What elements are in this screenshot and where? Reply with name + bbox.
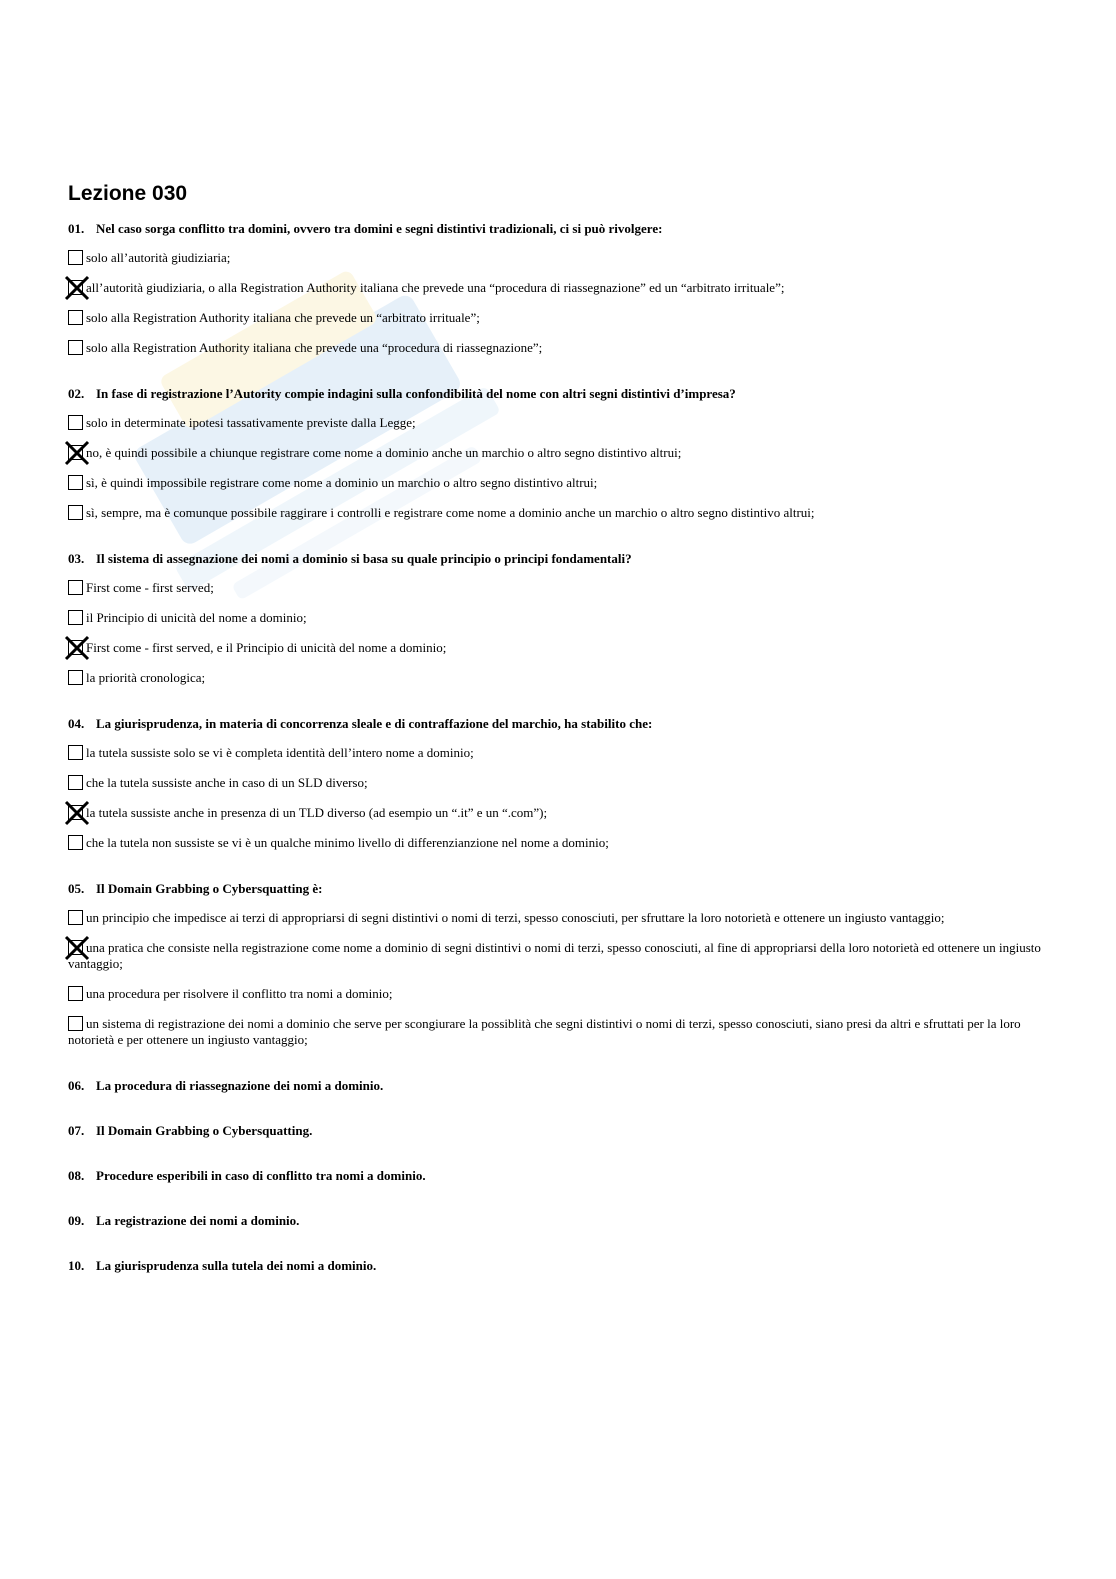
answer-text: First come - first served; xyxy=(86,580,214,595)
question-text: La procedura di riassegnazione dei nomi a dominio. xyxy=(96,1078,384,1093)
answer-text: sì, è quindi impossibile registrare come nome a dominio un marchio o altro segno distintivo altrui; xyxy=(86,475,598,490)
checked-cross-icon xyxy=(63,634,91,662)
answer-option[interactable] xyxy=(68,340,1048,356)
answer-checkbox[interactable] xyxy=(68,986,83,1001)
answer-checkbox[interactable] xyxy=(68,670,83,685)
question-block xyxy=(68,221,1048,356)
answer-option[interactable] xyxy=(68,310,1048,326)
answer-checkbox[interactable] xyxy=(68,745,83,760)
answer-text: all’autorità giudiziaria, o alla Registration Authority italiana che prevede una “procedura di riassegnazione” ed un “arbitrato irrituale”; xyxy=(86,280,785,295)
checked-cross-icon xyxy=(63,439,91,467)
question-number: 06. xyxy=(68,1078,85,1093)
answer-checkbox[interactable] xyxy=(68,415,83,430)
question-text: Il Domain Grabbing o Cybersquatting. xyxy=(96,1123,313,1138)
answer-checkbox[interactable] xyxy=(68,775,83,790)
question-text: Nel caso sorga conflitto tra domini, ovvero tra domini e segni distintivi tradizionali, ci si può rivolgere: xyxy=(96,221,663,236)
answer-text: la priorità cronologica; xyxy=(86,670,206,685)
answer-option[interactable] xyxy=(68,940,1048,972)
question-number: 09. xyxy=(68,1213,85,1228)
open-question xyxy=(68,1213,1048,1229)
answer-checkbox[interactable] xyxy=(68,505,83,520)
question-block xyxy=(68,716,1048,851)
question-text: Il sistema di assegnazione dei nomi a dominio si basa su quale principio o principi fondamentali? xyxy=(96,551,632,566)
answer-text: la tutela sussiste solo se vi è completa identità dell’intero nome a dominio; xyxy=(86,745,474,760)
question-heading xyxy=(68,716,1048,732)
question-text: La giurisprudenza, in materia di concorrenza sleale e di contraffazione del marchio, ha stabilito che: xyxy=(96,716,653,731)
answer-checkbox[interactable] xyxy=(68,640,83,655)
answer-text: no, è quindi possibile a chiunque registrare come nome a dominio anche un marchio o altro segno distintivo altrui; xyxy=(86,445,682,460)
answer-checkbox[interactable] xyxy=(68,475,83,490)
answer-text: un sistema di registrazione dei nomi a dominio che serve per scongiurare la possiblità che segni distintivi o nomi di terzi, spesso conosciuti, siano presi da altri e sfruttati per la loro notorietà e per ottenere un ingiusto vantaggio; xyxy=(68,1016,1021,1047)
answer-option[interactable] xyxy=(68,835,1048,851)
open-questions-list xyxy=(68,1078,1048,1274)
question-text: Procedure esperibili in caso di conflitto tra nomi a dominio. xyxy=(96,1168,426,1183)
question-number: 08. xyxy=(68,1168,85,1183)
answer-text: che la tutela sussiste anche in caso di un SLD diverso; xyxy=(86,775,368,790)
question-number: 03. xyxy=(68,551,85,566)
open-question xyxy=(68,1123,1048,1139)
answer-option[interactable] xyxy=(68,910,1048,926)
checked-cross-icon xyxy=(63,274,91,302)
checked-cross-icon xyxy=(63,934,91,962)
question-number: 01. xyxy=(68,221,85,236)
answer-checkbox[interactable] xyxy=(68,910,83,925)
answer-text: un principio che impedisce ai terzi di appropriarsi di segni distintivi o nomi di terzi, spesso conosciuti, per sfruttare la loro notorietà e ottenere un ingiusto vantaggio; xyxy=(86,910,945,925)
questions-list xyxy=(68,221,1048,1048)
answer-text: che la tutela non sussiste se vi è un qualche minimo livello di differenzianzione nel nome a dominio; xyxy=(86,835,609,850)
answer-option[interactable] xyxy=(68,475,1048,491)
answer-option[interactable] xyxy=(68,986,1048,1002)
answer-option[interactable] xyxy=(68,280,1048,296)
answer-checkbox[interactable] xyxy=(68,805,83,820)
answer-text: sì, sempre, ma è comunque possibile raggirare i controlli e registrare come nome a dominio anche un marchio o altro segno distintivo altrui; xyxy=(86,505,815,520)
question-heading xyxy=(68,551,1048,567)
answer-option[interactable] xyxy=(68,445,1048,461)
answer-text: solo alla Registration Authority italiana che prevede un “arbitrato irrituale”; xyxy=(86,310,480,325)
answer-text: solo all’autorità giudiziaria; xyxy=(86,250,231,265)
answer-checkbox[interactable] xyxy=(68,250,83,265)
answer-option[interactable] xyxy=(68,745,1048,761)
answer-option[interactable] xyxy=(68,580,1048,596)
answer-option[interactable] xyxy=(68,670,1048,686)
answer-text: First come - first served, e il Principio di unicità del nome a dominio; xyxy=(86,640,447,655)
question-text: La giurisprudenza sulla tutela dei nomi a dominio. xyxy=(96,1258,377,1273)
question-number: 10. xyxy=(68,1258,85,1273)
question-heading xyxy=(68,881,1048,897)
answer-option[interactable] xyxy=(68,505,1048,521)
question-text: In fase di registrazione l’Autority compie indagini sulla confondibilità del nome con altri segni distintivi d’impresa? xyxy=(96,386,736,401)
answer-text: solo in determinate ipotesi tassativamente previste dalla Legge; xyxy=(86,415,416,430)
question-text: La registrazione dei nomi a dominio. xyxy=(96,1213,300,1228)
answer-checkbox[interactable] xyxy=(68,310,83,325)
checked-cross-icon xyxy=(63,799,91,827)
answer-option[interactable] xyxy=(68,640,1048,656)
question-number: 07. xyxy=(68,1123,85,1138)
question-number: 04. xyxy=(68,716,85,731)
question-number: 05. xyxy=(68,881,85,896)
answer-option[interactable] xyxy=(68,1016,1048,1048)
open-question xyxy=(68,1258,1048,1274)
question-block xyxy=(68,551,1048,686)
question-heading xyxy=(68,386,1048,402)
answer-checkbox[interactable] xyxy=(68,340,83,355)
answer-option[interactable] xyxy=(68,610,1048,626)
answer-checkbox[interactable] xyxy=(68,610,83,625)
answer-checkbox[interactable] xyxy=(68,280,83,295)
question-text: Il Domain Grabbing o Cybersquatting è: xyxy=(96,881,323,896)
page-title: Lezione 030 xyxy=(68,182,188,205)
answer-checkbox[interactable] xyxy=(68,1016,83,1031)
answer-option[interactable] xyxy=(68,415,1048,431)
answer-checkbox[interactable] xyxy=(68,445,83,460)
answer-text: la tutela sussiste anche in presenza di un TLD diverso (ad esempio un “.it” e un “.com”); xyxy=(86,805,548,820)
answer-option[interactable] xyxy=(68,805,1048,821)
question-heading xyxy=(68,221,1048,237)
answer-text: una pratica che consiste nella registrazione come nome a dominio di segni distintivi o nomi di terzi, spesso conosciuti, al fine di appropriarsi della loro notorietà ed ottenere un ingiusto vantaggio; xyxy=(68,940,1041,971)
answer-checkbox[interactable] xyxy=(68,580,83,595)
answer-option[interactable] xyxy=(68,775,1048,791)
open-question xyxy=(68,1168,1048,1184)
question-block xyxy=(68,386,1048,521)
answer-text: il Principio di unicità del nome a dominio; xyxy=(86,610,307,625)
answer-checkbox[interactable] xyxy=(68,940,83,955)
answer-option[interactable] xyxy=(68,250,1048,266)
answer-text: solo alla Registration Authority italiana che prevede una “procedura di riassegnazione”; xyxy=(86,340,543,355)
question-block xyxy=(68,881,1048,1048)
answer-text: una procedura per risolvere il conflitto tra nomi a dominio; xyxy=(86,986,393,1001)
document-page xyxy=(68,178,1048,1303)
open-question xyxy=(68,1078,1048,1094)
answer-checkbox[interactable] xyxy=(68,835,83,850)
question-number: 02. xyxy=(68,386,85,401)
